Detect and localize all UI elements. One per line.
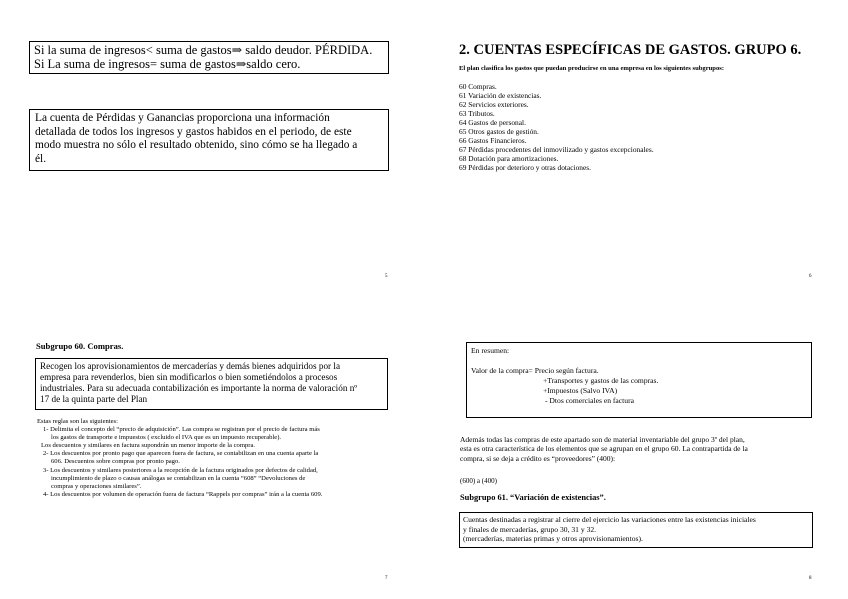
list-item: 62 Servicios exteriores. <box>459 100 529 109</box>
page7-heading: Subgrupo 60. Compras. <box>36 341 124 351</box>
page8-box-line: (mercaderías, materias primas y otros aprovisionamientos). <box>463 534 643 544</box>
page8-paragraph-line: esta es otra característica de los elementos que se agrupan en el grupo 60. La contrapartida de la <box>460 444 748 454</box>
page7-rule-line: 3- Los descuentos y similares posteriores a la recepción de la factura originados por defectos de calidad, <box>43 466 318 474</box>
page7-rule-line: 606. Descuentos sobre compras por pronto pago. <box>51 458 180 466</box>
page7-box-line: empresa para revenderlos, bien sin modificarlos o bien sometiéndolos a procesos <box>40 372 338 382</box>
page8-number: 8 <box>809 576 812 581</box>
page8-box-existencias <box>459 512 813 548</box>
page7-rule-line: compras y operaciones similares”. <box>51 482 142 490</box>
page5-box-perdidas-ganancias <box>29 109 389 171</box>
page5-box-saldo <box>29 41 389 74</box>
list-item: 67 Pérdidas procedentes del inmovilizado y gastos excepcionales. <box>459 145 654 154</box>
page5-box2-line: detallada de todos los ingresos y gastos habidos en el periodo, de este <box>35 125 352 138</box>
page8-summary-title: En resumen: <box>471 346 510 355</box>
page8-summary-line: Valor de la compra= Precio según factura. <box>471 366 599 375</box>
page7-rules <box>37 418 392 499</box>
page7-rule-line: los gastos de transporte e impuestos ( excluido el IVA que es un impuesto recuperable). <box>51 434 282 442</box>
page8-entry: (600) a (400) <box>460 477 497 485</box>
page6-subgroup-list <box>459 82 654 172</box>
page5-box1-line: Si la suma de ingresos< suma de gastos⇒ saldo deudor. PÉRDIDA. <box>34 43 373 57</box>
page8-summary-line: +Transportes y gastos de las compras. <box>543 376 659 385</box>
list-item: 63 Tributos. <box>459 109 495 118</box>
page8-paragraph-line: compra, si se deja a crédito es “proveedores” (400): <box>460 453 616 463</box>
page7-box-line: industriales. Para su adecuada contabilización es importante la norma de valoración nº <box>40 383 358 393</box>
page8-summary-box <box>466 342 812 418</box>
page5-box2-line: La cuenta de Pérdidas y Ganancias proporciona una información <box>35 112 330 124</box>
list-item: 66 Gastos Financieros. <box>459 136 527 145</box>
page8-heading: Subgrupo 61. “Variación de existencias”. <box>460 493 606 502</box>
list-item: 68 Dotación para amortizaciones. <box>459 154 559 163</box>
page8-summary-line: +Impuestos (Salvo IVA) <box>543 386 618 395</box>
page6-number: 6 <box>809 274 812 279</box>
list-item: 69 Pérdidas por deterioro y otras dotaciones. <box>459 163 591 172</box>
list-item: 60 Compras. <box>459 82 497 91</box>
page7-number: 7 <box>385 576 388 581</box>
list-item: 61 Variación de existencias. <box>459 91 542 100</box>
page5-box2-line: modo muestra no sólo el resultado obtenido, sino cómo se ha llegado a <box>35 139 358 151</box>
page6-subtitle: El plan clasifica los gastos que puedan producirse en una empresa en los siguientes subgrupos: <box>459 65 725 72</box>
list-item: 65 Otros gastos de gestión. <box>459 127 539 136</box>
page7-rule-line: 4- Los descuentos por volumen de operación fuera de factura “Rappels por compras” irán a la cuenta 609. <box>43 490 323 498</box>
page8-paragraph-line: Además todas las compras de este apartado son de material inventariable del grupo 3º del plan, <box>460 435 745 444</box>
page7-box-line: Recogen los aprovisionamientos de mercaderías y demás bienes adquiridos por la <box>40 361 341 371</box>
list-item: 64 Gastos de personal. <box>459 118 526 127</box>
page5-number: 5 <box>385 274 388 279</box>
page7-box-compras <box>35 358 388 410</box>
page5-box1-line: Si La suma de ingresos= suma de gastos⇒saldo cero. <box>34 57 301 71</box>
page7-rules-intro: Estas reglas son las siguientes: <box>37 418 118 425</box>
page7-rule-line: incumplimiento de plazo o causas análogas se contabilizan en la cuenta “608” “Devoluciones de <box>51 474 306 482</box>
page7-rule-line: Los descuentos y similares en factura supondrán un menor importe de la compra. <box>41 442 256 450</box>
page7-rule-line: 1- Delimita el concepto del “precio de adquisición”. Las compra se registran por el precio de factura más <box>43 426 320 434</box>
page6-title: 2. CUENTAS ESPECÍFICAS DE GASTOS. GRUPO 6. <box>459 42 802 58</box>
page7-box-line: 17 de la quinta parte del Plan <box>40 394 148 404</box>
page8-box-line: y finales de mercaderías, grupo 30, 31 y 32. <box>463 524 597 534</box>
page8-box-line: Cuentas destinadas a registrar al cierre del ejercicio las variaciones entre las existencias iniciales <box>463 515 756 524</box>
page8-paragraph <box>460 435 748 463</box>
page8-summary-line: - Dtos comerciales en factura <box>545 396 634 405</box>
page7-rule-line: 2- Los descuentos por pronto pago que aparecen fuera de factura, se contabilizan en una cuenta aparte la <box>43 450 319 458</box>
page5-box2-line: él. <box>35 152 47 165</box>
